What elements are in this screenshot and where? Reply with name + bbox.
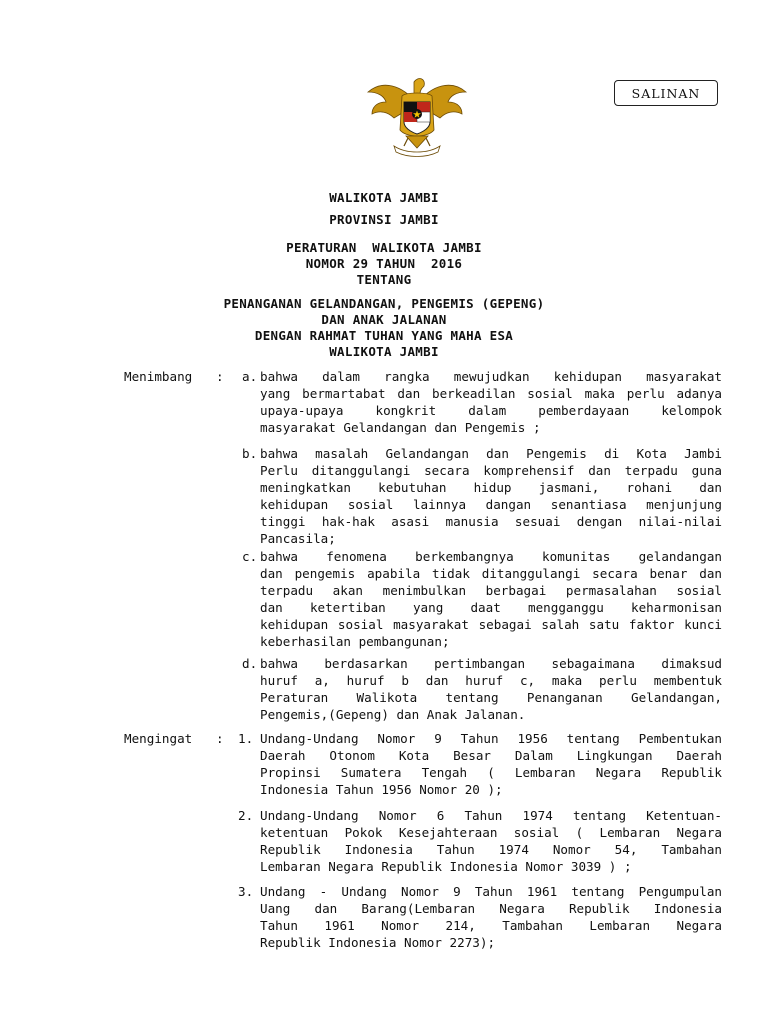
mengingat-colon: : xyxy=(216,731,224,746)
text-line: kehidupan sosial lainnya dangan senantiasa menjunjung xyxy=(260,497,722,512)
text-line: dan ketertiban yang daat mengganggu keharmonisan xyxy=(260,600,722,615)
mengingat-label: Mengingat xyxy=(124,731,193,746)
heading-walikota: WALIKOTA JAMBI xyxy=(329,190,439,205)
text-line: Tahun 1961 Nomor 214, Tambahan Lembaran Negara xyxy=(260,918,722,933)
text-line: Perlu ditanggulangi secara komprehensif dan terpadu guna xyxy=(260,463,722,478)
text-line: huruf a, huruf b dan huruf c, maka perlu membentuk xyxy=(260,673,722,688)
text-line: keberhasilan pembangunan; xyxy=(260,634,450,649)
text-line: kehidupan sosial masyarakat sebagai salah satu faktor kunci xyxy=(260,617,722,632)
heading-tentang: TENTANG xyxy=(356,272,412,287)
menimbang-marker-b: b. xyxy=(242,446,258,461)
heading-peraturan: PERATURAN WALIKOTA JAMBI xyxy=(286,240,482,255)
text-line: upaya-upaya kongkrit dalam pemberdayaan kelompok xyxy=(260,403,722,418)
text-line: Indonesia Tahun 1956 Nomor 20 ); xyxy=(260,782,503,797)
text-line: Daerah Otonom Kota Besar Dalam Lingkungan Daerah xyxy=(260,748,722,763)
heading-nomor: NOMOR 29 TAHUN 2016 xyxy=(305,256,463,271)
text-line: dan pengemis apabila tidak ditanggulangi secara benar dan xyxy=(260,566,722,581)
menimbang-item-d xyxy=(260,655,722,723)
menimbang-colon: : xyxy=(216,369,224,384)
mengingat-marker-3: 3. xyxy=(238,884,254,899)
menimbang-marker-a: a. xyxy=(242,369,258,384)
mengingat-marker-1: 1. xyxy=(238,731,254,746)
text-line: bahwa dalam rangka mewujudkan kehidupan masyarakat xyxy=(260,369,722,384)
text-line: Peraturan Walikota tentang Penanganan Gelandangan, xyxy=(260,690,722,705)
text-line: yang bermartabat dan berkeadilan sosial maka perlu adanya xyxy=(260,386,722,401)
mengingat-item-3 xyxy=(260,883,722,951)
heading-subject-line1: PENANGANAN GELANDANGAN, PENGEMIS (GEPENG) xyxy=(223,296,545,311)
heading-subject-line2: DAN ANAK JALANAN xyxy=(321,312,447,327)
menimbang-item-c xyxy=(260,548,722,650)
garuda-emblem-icon xyxy=(362,74,472,158)
mengingat-item-1 xyxy=(260,730,722,798)
text-line: Propinsi Sumatera Tengah ( Lembaran Negara Republik xyxy=(260,765,722,780)
text-line: terpadu akan menimbulkan berbagai permasalahan sosial xyxy=(260,583,722,598)
mengingat-marker-2: 2. xyxy=(238,808,254,823)
menimbang-marker-d: d. xyxy=(242,656,258,671)
text-line: Pengemis,(Gepeng) dan Anak Jalanan. xyxy=(260,707,526,722)
text-line: Undang-Undang Nomor 6 Tahun 1974 tentang Ketentuan- xyxy=(260,808,722,823)
text-line: ketentuan Pokok Kesejahteraan sosial ( Lembaran Negara xyxy=(260,825,722,840)
menimbang-item-a xyxy=(260,368,722,436)
text-line: Undang-Undang Nomor 9 Tahun 1956 tentang Pembentukan xyxy=(260,731,722,746)
text-line: bahwa berdasarkan pertimbangan sebagaimana dimaksud xyxy=(260,656,722,671)
text-line: tinggi hak-hak asasi manusia sesuai dengan nilai-nilai xyxy=(260,514,722,529)
heading-rahmat: DENGAN RAHMAT TUHAN YANG MAHA ESA xyxy=(254,328,514,343)
menimbang-label: Menimbang xyxy=(124,369,193,384)
heading-provinsi: PROVINSI JAMBI xyxy=(329,212,439,227)
text-line: Lembaran Negara Republik Indonesia Nomor 3039 ) ; xyxy=(260,859,632,874)
text-line: Pancasila; xyxy=(260,531,336,546)
salinan-badge: SALINAN xyxy=(614,80,718,106)
text-line: Uang dan Barang(Lembaran Negara Republik Indonesia xyxy=(260,901,722,916)
text-line: masyarakat Gelandangan dan Pengemis ; xyxy=(260,420,541,435)
text-line: bahwa masalah Gelandangan dan Pengemis di Kota Jambi xyxy=(260,446,722,461)
text-line: Republik Indonesia Tahun 1974 Nomor 54, Tambahan xyxy=(260,842,722,857)
text-line: Undang - Undang Nomor 9 Tahun 1961 tentang Pengumpulan xyxy=(260,884,722,899)
mengingat-item-2 xyxy=(260,807,722,875)
menimbang-marker-c: c. xyxy=(242,549,258,564)
text-line: bahwa fenomena berkembangnya komunitas gelandangan xyxy=(260,549,722,564)
text-line: meningkatkan kebutuhan hidup jasmani, rohani dan xyxy=(260,480,722,495)
menimbang-item-b xyxy=(260,445,722,547)
heading-walikota-2: WALIKOTA JAMBI xyxy=(329,344,439,359)
text-line: Republik Indonesia Nomor 2273); xyxy=(260,935,496,950)
